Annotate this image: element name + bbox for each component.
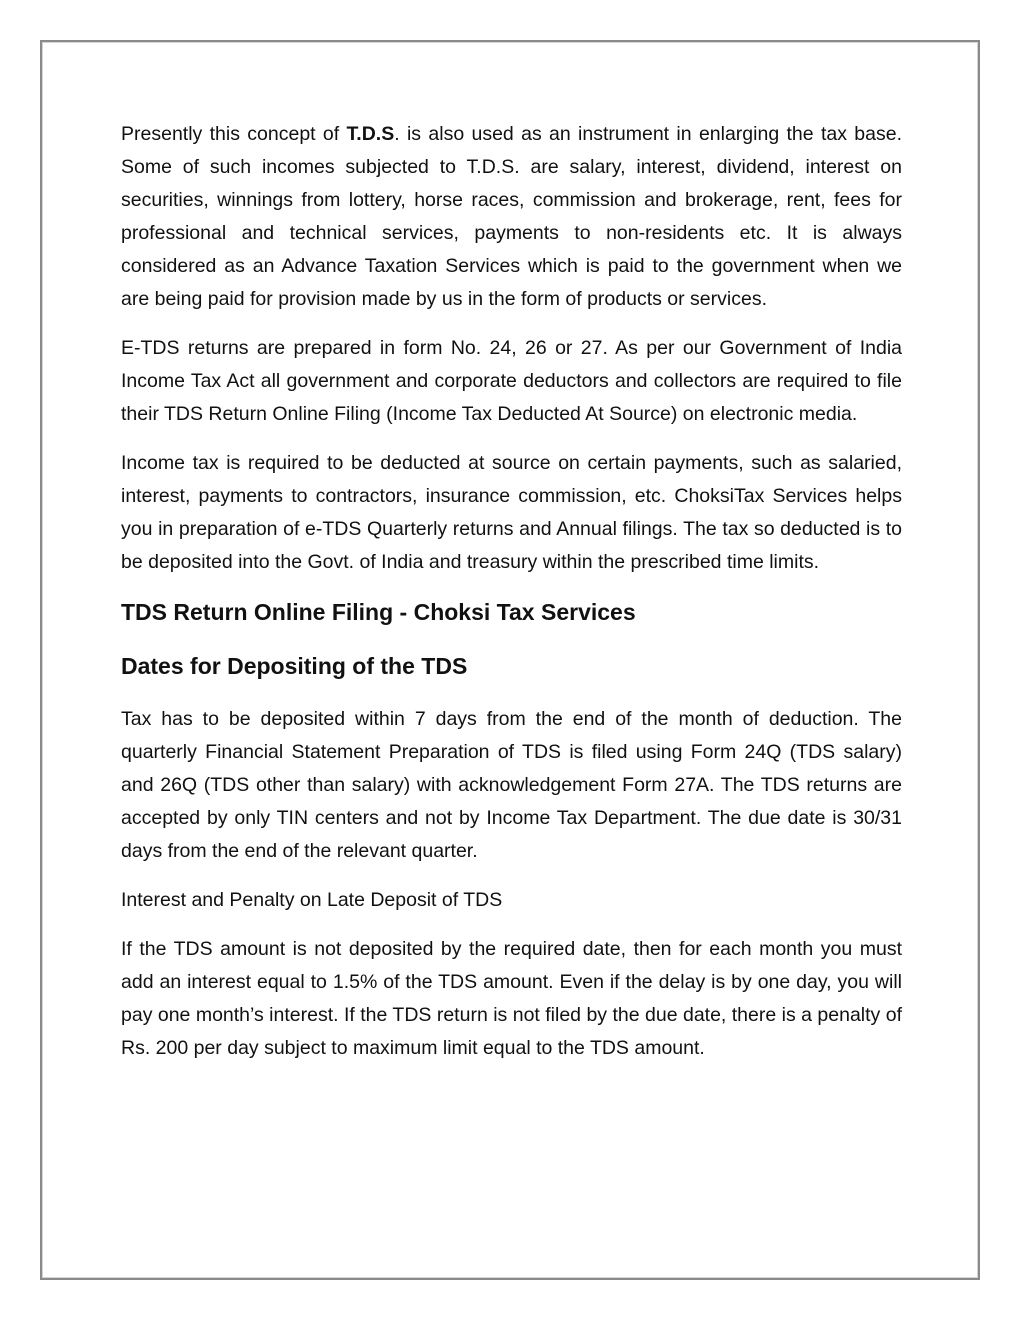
document-body	[121, 118, 902, 1081]
paragraph-deposit-dates: Tax has to be deposited within 7 days from the end of the month of deduction. The quarterly Financial Statement Preparation of TDS is filed using Form 24Q (TDS salary) and 26Q (TDS other than salary) with acknowledgement Form 27A. The TDS returns are accepted by only TIN centers and not by Income Tax Department. The due date is 30/31 days from the end of the relevant quarter.	[121, 708, 902, 862]
paragraph-tds-concept	[121, 118, 902, 316]
paragraph-interest-penalty: If the TDS amount is not deposited by the required date, then for each month you must add an interest equal to 1.5% of the TDS amount. Even if the delay is by one day, you will pay one month’s interest. If the TDS return is not filed by the due date, there is a penalty of Rs. 200 per day subject to maximum limit equal to the TDS amount.	[121, 938, 902, 1059]
subheading-interest-penalty: Interest and Penalty on Late Deposit of TDS	[121, 889, 503, 911]
paragraph-tds-concept-rest: . is also used as an instrument in enlarging the tax base. Some of such incomes subjected to T.D.S. are salary, interest, dividend, interest on securities, winnings from lottery, horse races, commission and brokerage, rent, fees for professional and technical services, payments to non-residents etc. It is always considered as an Advance Taxation Services which is paid to the government when we are being paid for provision made by us in the form of products or services.	[121, 123, 902, 310]
paragraph-tds-concept-lead: Presently this concept of	[121, 123, 347, 145]
paragraph-etds-returns: E-TDS returns are prepared in form No. 24, 26 or 27. As per our Government of India Income Tax Act all government and corporate deductors and collectors are required to file their TDS Return Online Filing (Income Tax Deducted At Source) on electronic media.	[121, 337, 902, 425]
heading-dates-depositing: Dates for Depositing of the TDS	[121, 653, 468, 679]
paragraph-income-tax-deduction: Income tax is required to be deducted at source on certain payments, such as salaried, interest, payments to contractors, insurance commission, etc. ChoksiTax Services helps you in preparation of e-TDS Quarterly returns and Annual filings. The tax so deducted is to be deposited into the Govt. of India and treasury within the prescribed time limits.	[121, 452, 902, 573]
tds-emphasis: T.D.S	[346, 123, 395, 145]
heading-tds-return-filing: TDS Return Online Filing - Choksi Tax Services	[121, 599, 636, 625]
